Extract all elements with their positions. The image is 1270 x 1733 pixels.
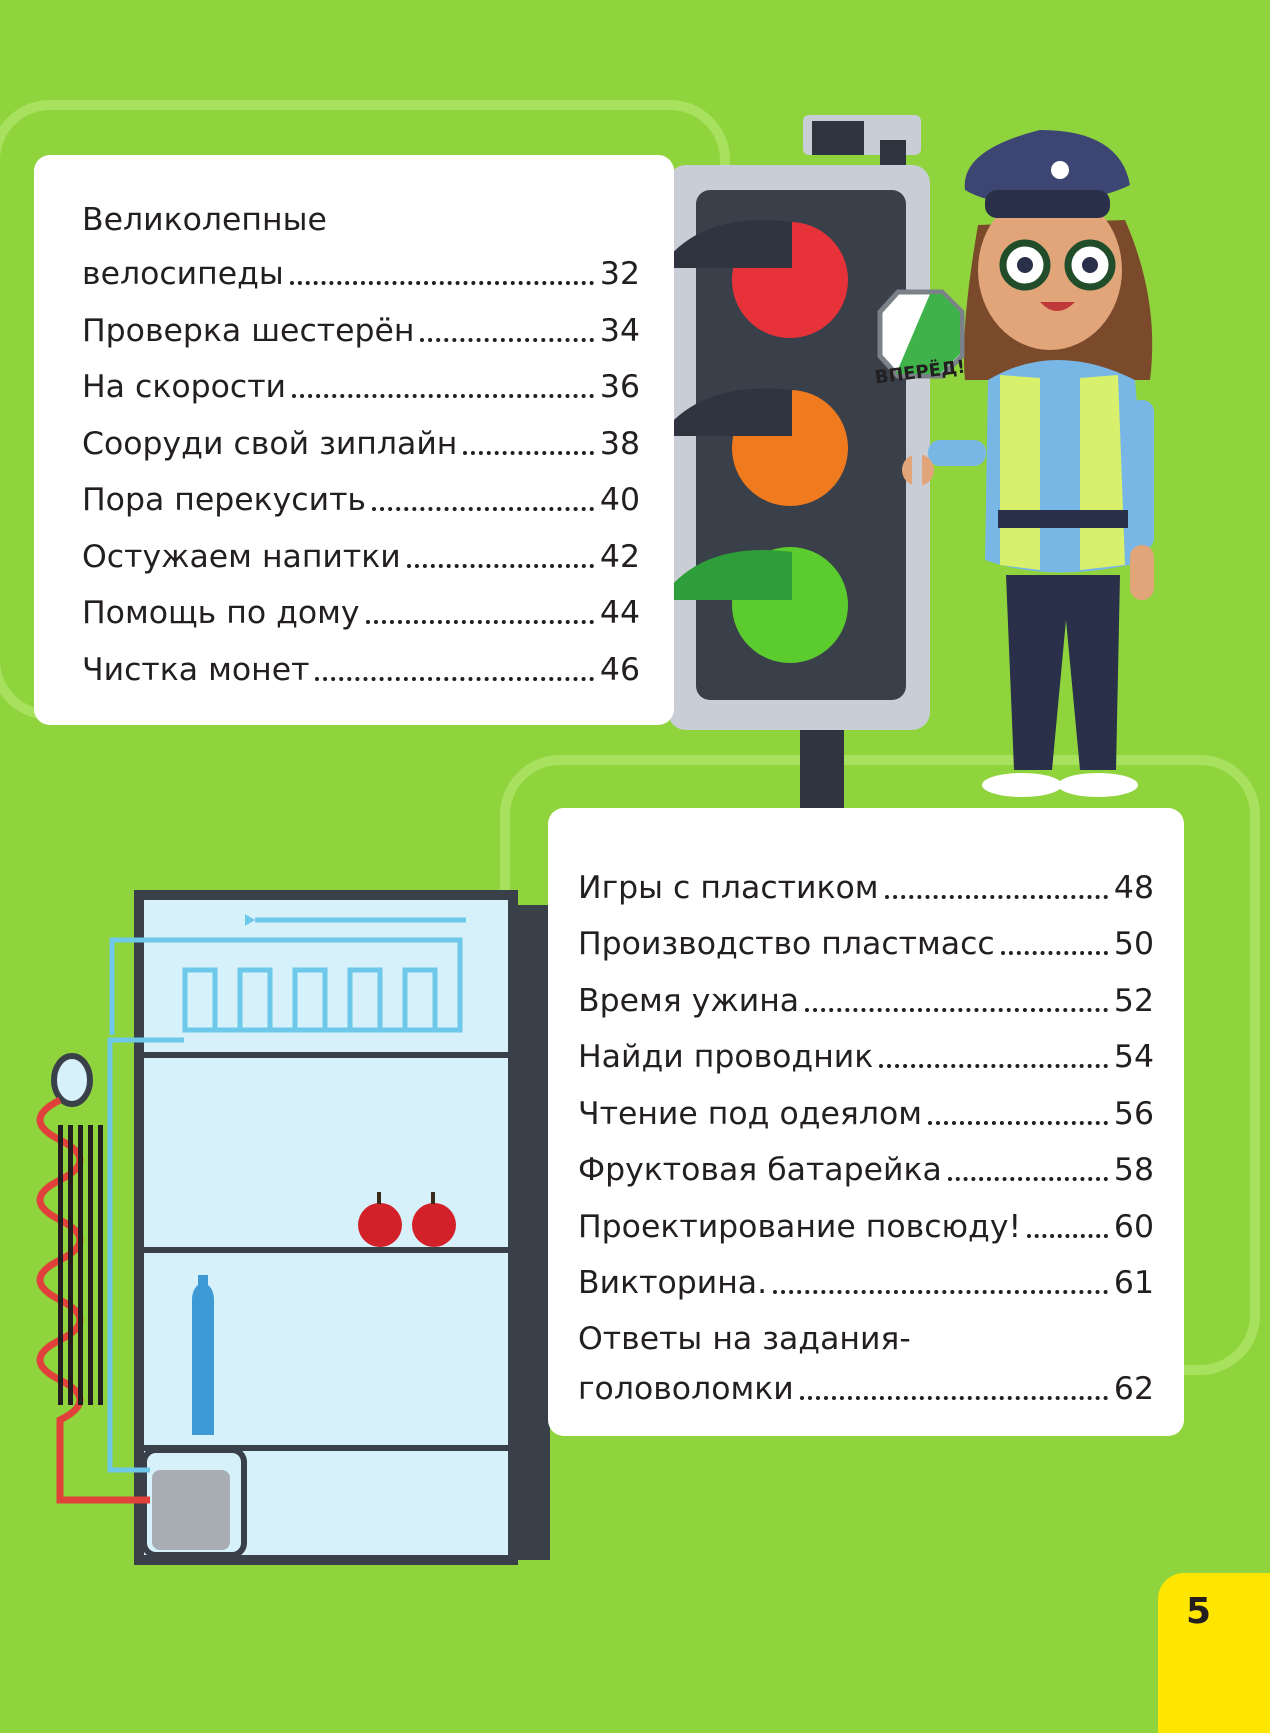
toc-dot-leader xyxy=(292,394,594,398)
toc-dot-leader xyxy=(948,1177,1108,1181)
toc-entry-title: велосипеды xyxy=(82,256,284,292)
toc-entry-page: 48 xyxy=(1113,869,1154,906)
toc-entry-title: Фруктовая батарейка xyxy=(578,1152,942,1188)
go-sign-label: ВПЕРЁД! xyxy=(873,356,967,389)
toc-entry[interactable] xyxy=(82,580,640,637)
toc-dot-leader xyxy=(366,620,594,624)
toc-entry-title: Остужаем напитки xyxy=(82,538,401,575)
toc-entry[interactable] xyxy=(578,854,1154,911)
toc-entry-title: Проектирование повсюду! xyxy=(578,1208,1022,1245)
toc-entry-page: 58 xyxy=(1113,1152,1154,1188)
toc-entry-title: Производство пластмасс xyxy=(578,926,995,962)
toc-entry[interactable] xyxy=(578,967,1154,1024)
toc-entry[interactable] xyxy=(82,410,640,467)
toc-entry-page: 56 xyxy=(1113,1095,1154,1132)
toc-list-right xyxy=(578,854,1154,1412)
toc-entry-title: Викторина. xyxy=(578,1265,768,1301)
toc-entry-page: 32 xyxy=(599,256,640,292)
toc-entry[interactable] xyxy=(82,297,640,354)
toc-entry[interactable] xyxy=(82,354,640,411)
toc-entry-title: Чтение под одеялом xyxy=(578,1095,922,1132)
toc-dot-leader xyxy=(1027,1234,1108,1238)
toc-entry-page: 60 xyxy=(1113,1208,1154,1245)
toc-list-left xyxy=(82,197,640,693)
toc-entry-title: Помощь по дому xyxy=(82,595,360,631)
toc-entry[interactable] xyxy=(578,1362,1154,1412)
toc-dot-leader xyxy=(805,1008,1108,1012)
toc-entry[interactable] xyxy=(82,243,640,297)
toc-card-left xyxy=(34,155,674,725)
toc-dot-leader xyxy=(1001,951,1108,955)
toc-dot-leader xyxy=(773,1290,1108,1294)
toc-entry-title: головоломки xyxy=(578,1371,794,1407)
toc-entry-page: 54 xyxy=(1113,1039,1154,1075)
toc-entry-title: Проверка шестерён xyxy=(82,312,415,349)
toc-entry-title: Игры с пластиком xyxy=(578,869,879,906)
toc-entry-page: 46 xyxy=(599,651,640,688)
page-number: 5 xyxy=(1186,1591,1212,1632)
toc-dot-leader xyxy=(420,338,593,342)
toc-entry[interactable] xyxy=(578,1250,1154,1307)
toc-entry[interactable] xyxy=(82,523,640,580)
toc-entry-page: 44 xyxy=(599,595,640,631)
toc-entry-page: 42 xyxy=(599,538,640,575)
toc-entry-title: Время ужина xyxy=(578,982,800,1019)
toc-entry[interactable] xyxy=(578,911,1154,968)
toc-entry-title: На скорости xyxy=(82,369,287,405)
toc-entry-title: Чистка монет xyxy=(82,651,310,688)
toc-entry-page: 40 xyxy=(599,482,640,518)
toc-entry[interactable] xyxy=(578,1193,1154,1250)
toc-card-right xyxy=(548,808,1184,1436)
toc-entry-page: 61 xyxy=(1113,1265,1154,1301)
toc-entry-title: Найди проводник xyxy=(578,1039,874,1075)
toc-entry-page: 62 xyxy=(1113,1371,1154,1407)
page-number-tab xyxy=(1158,1573,1270,1733)
toc-dot-leader xyxy=(315,677,593,681)
toc-entry-page: 34 xyxy=(599,312,640,349)
toc-entry[interactable] xyxy=(578,1024,1154,1081)
toc-dot-leader xyxy=(372,507,594,511)
toc-dot-leader xyxy=(879,1064,1108,1068)
toc-entry-title: Пора перекусить xyxy=(82,482,366,518)
toc-dot-leader xyxy=(885,895,1108,899)
toc-entry[interactable] xyxy=(578,1137,1154,1194)
toc-entry-title-line1: Великолепные xyxy=(82,202,327,238)
toc-entry-page: 36 xyxy=(599,369,640,405)
toc-entry[interactable] xyxy=(578,1080,1154,1137)
toc-entry-title: Сооруди свой зиплайн xyxy=(82,425,458,462)
toc-entry-page: 52 xyxy=(1113,982,1154,1019)
toc-entry-title-line1: Ответы на задания- xyxy=(578,1321,911,1357)
toc-dot-leader xyxy=(800,1396,1108,1400)
toc-entry-page: 38 xyxy=(599,425,640,462)
toc-entry-page: 50 xyxy=(1113,926,1154,962)
toc-dot-leader xyxy=(463,451,594,455)
toc-entry[interactable] xyxy=(82,636,640,693)
toc-dot-leader xyxy=(928,1121,1108,1125)
toc-dot-leader xyxy=(407,564,594,568)
toc-entry[interactable] xyxy=(82,467,640,524)
toc-dot-leader xyxy=(290,281,594,285)
